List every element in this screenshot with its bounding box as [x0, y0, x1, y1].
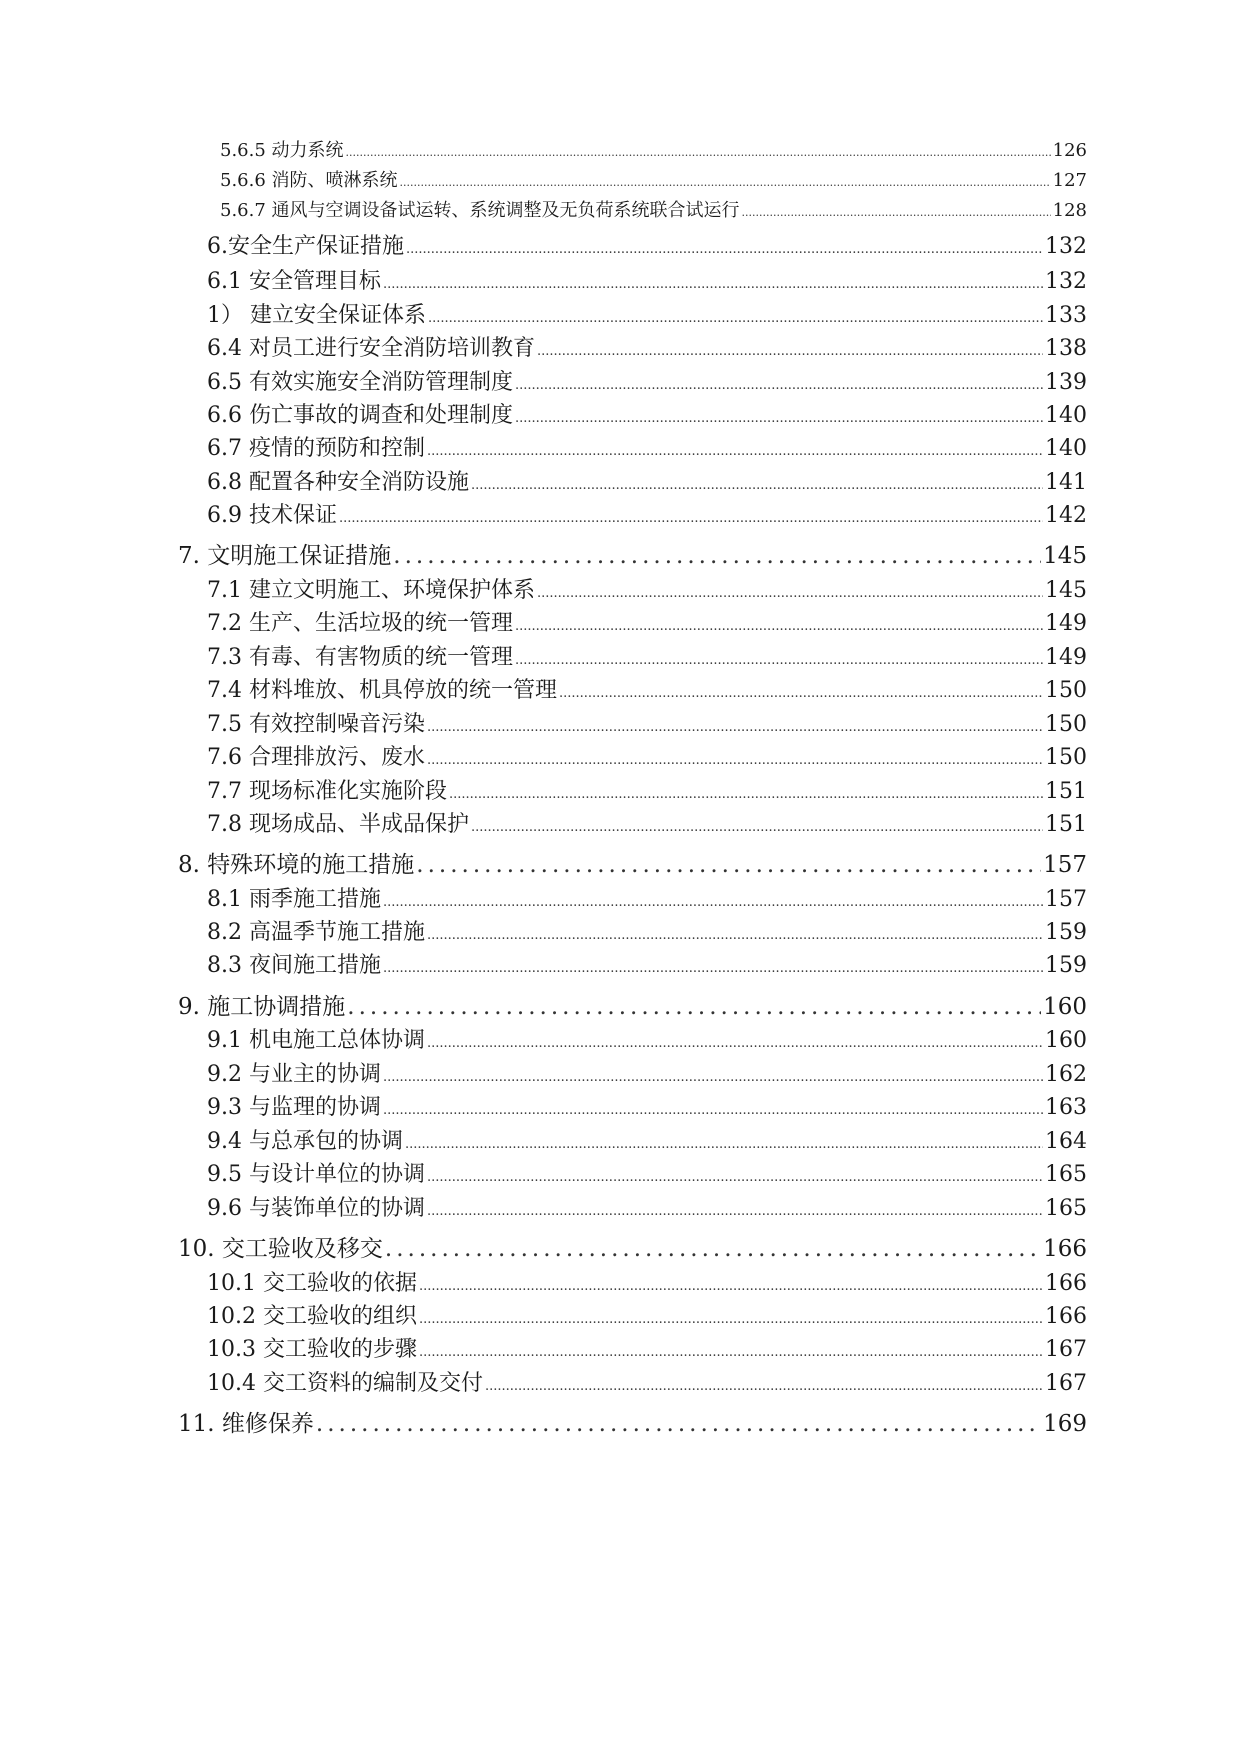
- toc-entry[interactable]: [207, 707, 1087, 738]
- toc-entry-title: 10.2 交工验收的组织: [207, 1304, 417, 1329]
- toc-entry[interactable]: [207, 1266, 1087, 1297]
- toc-entry-title: 8.3 夜间施工措施: [207, 953, 381, 978]
- toc-entry[interactable]: [178, 537, 1087, 570]
- toc-entry[interactable]: [207, 573, 1087, 604]
- dot-leader: [742, 206, 1051, 219]
- toc-entry-page-number: 150: [1045, 712, 1087, 737]
- toc-entry-page-number: 167: [1045, 1337, 1087, 1362]
- dot-leader: [346, 146, 1051, 159]
- toc-entry[interactable]: [178, 988, 1087, 1021]
- toc-entry-title: 9.5 与设计单位的协调: [207, 1162, 425, 1187]
- dot-leader: [515, 411, 1043, 426]
- toc-entry[interactable]: [207, 264, 1087, 295]
- dot-leader: [400, 176, 1051, 189]
- dot-leader: [427, 720, 1043, 735]
- toc-entry[interactable]: [178, 1230, 1087, 1263]
- toc-entry-page-number: 159: [1045, 920, 1087, 945]
- dot-leader: [419, 1345, 1043, 1360]
- dot-leader: [427, 753, 1043, 768]
- toc-entry-title: 9.2 与业主的协调: [207, 1062, 381, 1087]
- dot-leader: [427, 1036, 1043, 1051]
- toc-entry-title: 6.7 疫情的预防和控制: [207, 436, 425, 461]
- toc-entry-page-number: 151: [1045, 812, 1087, 837]
- toc-entry[interactable]: [207, 948, 1087, 979]
- dot-leader: [515, 378, 1043, 393]
- toc-entry[interactable]: [207, 398, 1087, 429]
- toc-entry-title: 1） 建立安全保证体系: [207, 303, 426, 328]
- toc-entry[interactable]: [207, 774, 1087, 805]
- dot-leader: [515, 653, 1043, 668]
- toc-entry-title: 10. 交工验收及移交: [178, 1236, 383, 1262]
- dot-leader: [383, 277, 1043, 292]
- toc-entry-page-number: 166: [1045, 1304, 1087, 1329]
- toc-entry-title: 9.6 与装饰单位的协调: [207, 1196, 425, 1221]
- toc-entry[interactable]: [207, 229, 1087, 260]
- dot-leader: [537, 586, 1043, 601]
- toc-entry-page-number: 150: [1045, 745, 1087, 770]
- toc-entry-page-number: 132: [1045, 269, 1087, 294]
- dot-leader: [471, 478, 1043, 493]
- toc-entry-title: 6.安全生产保证措施: [207, 234, 404, 259]
- dot-leader: [427, 444, 1043, 459]
- toc-entry-title: 5.6.7 通风与空调设备试运转、系统调整及无负荷系统联合试运行: [220, 200, 740, 221]
- dot-leader: [419, 1312, 1043, 1327]
- toc-entry-title: 6.6 伤亡事故的调查和处理制度: [207, 403, 513, 428]
- toc-entry[interactable]: [220, 136, 1087, 162]
- toc-entry[interactable]: [207, 673, 1087, 704]
- dot-leader: [449, 787, 1043, 802]
- toc-entry-page-number: 127: [1052, 170, 1087, 191]
- dot-leader: [393, 543, 1041, 569]
- toc-entry-page-number: 160: [1043, 994, 1087, 1020]
- toc-entry-page-number: 151: [1045, 779, 1087, 804]
- toc-entry-title: 5.6.5 动力系统: [220, 140, 344, 161]
- dot-leader: [406, 242, 1043, 257]
- toc-entry-title: 10.4 交工资料的编制及交付: [207, 1371, 483, 1396]
- dot-leader: [316, 1411, 1041, 1437]
- toc-entry-page-number: 165: [1045, 1196, 1087, 1221]
- toc-entry-page-number: 126: [1052, 140, 1087, 161]
- toc-entry[interactable]: [207, 465, 1087, 496]
- toc-entry[interactable]: [207, 1124, 1087, 1155]
- toc-entry-title: 7.7 现场标准化实施阶段: [207, 779, 447, 804]
- toc-entry-title: 8.2 高温季节施工措施: [207, 920, 425, 945]
- toc-entry-page-number: 139: [1045, 370, 1087, 395]
- dot-leader: [416, 852, 1041, 878]
- dot-leader: [427, 1170, 1043, 1185]
- toc-entry-title: 6.4 对员工进行安全消防培训教育: [207, 336, 535, 361]
- toc-entry-page-number: 159: [1045, 953, 1087, 978]
- toc-entry-title: 7. 文明施工保证措施: [178, 543, 392, 569]
- toc-entry-page-number: 140: [1045, 436, 1087, 461]
- toc-entry-title: 6.5 有效实施安全消防管理制度: [207, 370, 513, 395]
- dot-leader: [347, 994, 1041, 1020]
- toc-entry-page-number: 160: [1045, 1028, 1087, 1053]
- toc-entry-page-number: 157: [1045, 887, 1087, 912]
- toc-entry[interactable]: [207, 740, 1087, 771]
- dot-leader: [428, 311, 1043, 326]
- dot-leader: [383, 1070, 1043, 1085]
- toc-entry[interactable]: [178, 1405, 1087, 1438]
- toc-entry-page-number: 166: [1043, 1236, 1087, 1262]
- toc-entry-title: 10.3 交工验收的步骤: [207, 1337, 417, 1362]
- toc-entry-title: 7.2 生产、生活垃圾的统一管理: [207, 611, 513, 636]
- toc-entry[interactable]: [207, 331, 1087, 362]
- toc-entry-page-number: 150: [1045, 678, 1087, 703]
- toc-entry-title: 6.1 安全管理目标: [207, 269, 381, 294]
- toc-entry-title: 7.8 现场成品、半成品保护: [207, 812, 469, 837]
- toc-entry-page-number: 138: [1045, 336, 1087, 361]
- toc-entry[interactable]: [220, 196, 1087, 222]
- toc-entry-title: 9. 施工协调措施: [178, 994, 346, 1020]
- toc-entry-page-number: 145: [1043, 543, 1087, 569]
- toc-entry-title: 8.1 雨季施工措施: [207, 887, 381, 912]
- toc-entry[interactable]: [207, 1191, 1087, 1222]
- dot-leader: [485, 1379, 1043, 1394]
- toc-entry[interactable]: [207, 807, 1087, 838]
- toc-entry-page-number: 149: [1045, 645, 1087, 670]
- toc-entry-title: 6.9 技术保证: [207, 503, 337, 528]
- toc-entry-title: 9.1 机电施工总体协调: [207, 1028, 425, 1053]
- toc-entry-title: 7.6 合理排放污、废水: [207, 745, 425, 770]
- toc-entry[interactable]: [207, 915, 1087, 946]
- dot-leader: [427, 928, 1043, 943]
- toc-entry-page-number: 167: [1045, 1371, 1087, 1396]
- toc-entry-page-number: 141: [1045, 470, 1087, 495]
- dot-leader: [383, 895, 1043, 910]
- dot-leader: [383, 961, 1043, 976]
- dot-leader: [559, 686, 1043, 701]
- toc-entry-title: 9.3 与监理的协调: [207, 1095, 381, 1120]
- toc-entry-title: 11. 维修保养: [178, 1411, 314, 1437]
- toc-entry-title: 7.1 建立文明施工、环境保护体系: [207, 578, 535, 603]
- toc-entry[interactable]: [207, 365, 1087, 396]
- dot-leader: [419, 1279, 1043, 1294]
- toc-entry[interactable]: [178, 846, 1087, 879]
- toc-entry[interactable]: [207, 298, 1087, 329]
- toc-entry-title: 10.1 交工验收的依据: [207, 1271, 417, 1296]
- toc-entry-page-number: 163: [1045, 1095, 1087, 1120]
- dot-leader: [427, 1204, 1043, 1219]
- toc-entry[interactable]: [207, 1299, 1087, 1330]
- toc-entry-page-number: 142: [1045, 503, 1087, 528]
- toc-entry-title: 7.3 有毒、有害物质的统一管理: [207, 645, 513, 670]
- dot-leader: [339, 511, 1043, 526]
- toc-entry-page-number: 166: [1045, 1271, 1087, 1296]
- toc-entry-title: 6.8 配置各种安全消防设施: [207, 470, 469, 495]
- dot-leader: [537, 344, 1043, 359]
- toc-entry[interactable]: [207, 1157, 1087, 1188]
- toc-entry-page-number: 162: [1045, 1062, 1087, 1087]
- dot-leader: [471, 820, 1043, 835]
- toc-entry[interactable]: [207, 431, 1087, 462]
- toc-entry-page-number: 149: [1045, 611, 1087, 636]
- toc-entry-page-number: 169: [1043, 1411, 1087, 1437]
- toc-entry-title: 8. 特殊环境的施工措施: [178, 852, 415, 878]
- toc-entry[interactable]: [207, 498, 1087, 529]
- toc-entry[interactable]: [207, 1332, 1087, 1363]
- dot-leader: [383, 1103, 1043, 1118]
- toc-entry-title: 9.4 与总承包的协调: [207, 1129, 403, 1154]
- dot-leader: [385, 1236, 1041, 1262]
- toc-entry[interactable]: [207, 1366, 1087, 1397]
- toc-entry-page-number: 132: [1045, 234, 1087, 259]
- toc-entry-title: 7.4 材料堆放、机具停放的统一管理: [207, 678, 557, 703]
- toc-entry[interactable]: [220, 166, 1087, 192]
- toc-entry-page-number: 128: [1052, 200, 1087, 221]
- toc-entry-page-number: 133: [1045, 303, 1087, 328]
- toc-entry-page-number: 145: [1045, 578, 1087, 603]
- toc-entry-title: 7.5 有效控制噪音污染: [207, 712, 425, 737]
- dot-leader: [405, 1137, 1043, 1152]
- dot-leader: [515, 619, 1043, 634]
- toc-entry[interactable]: [207, 1090, 1087, 1121]
- toc-entry[interactable]: [207, 1023, 1087, 1054]
- toc-entry-page-number: 140: [1045, 403, 1087, 428]
- toc-entry[interactable]: [207, 882, 1087, 913]
- toc-entry-page-number: 165: [1045, 1162, 1087, 1187]
- toc-entry[interactable]: [207, 606, 1087, 637]
- toc-entry[interactable]: [207, 640, 1087, 671]
- toc-entry-page-number: 157: [1043, 852, 1087, 878]
- toc-entry[interactable]: [207, 1057, 1087, 1088]
- toc-entry-title: 5.6.6 消防、喷淋系统: [220, 170, 398, 191]
- toc-entry-page-number: 164: [1045, 1129, 1087, 1154]
